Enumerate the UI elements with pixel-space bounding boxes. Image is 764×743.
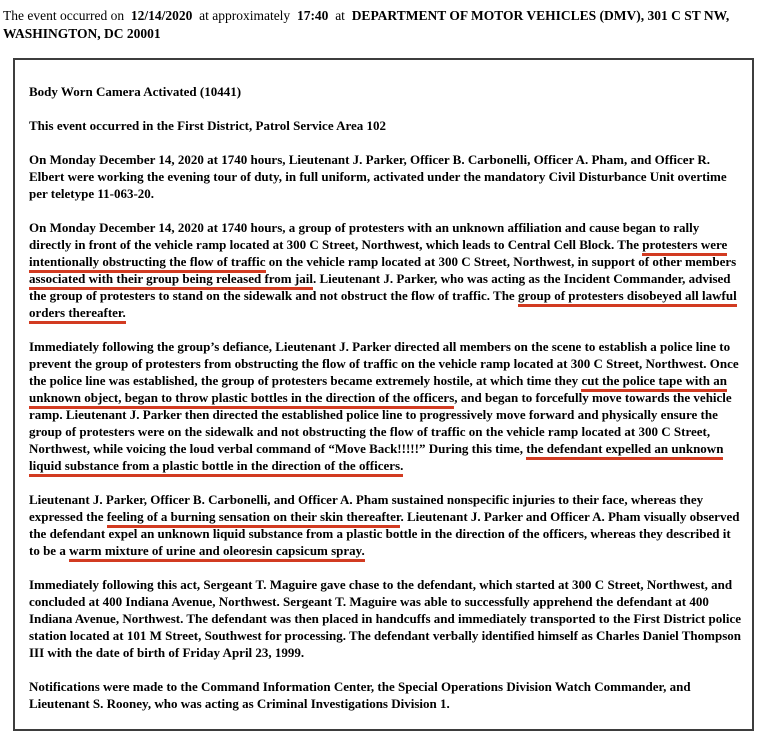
report-paragraph: [29, 338, 742, 474]
underlined-phrase: feeling of a burning sensation on their skin thereafter: [107, 509, 401, 528]
underlined-phrase: protesters were intentionally obstructing the flow of traffic: [29, 237, 727, 273]
header-label: The event occurred on: [3, 8, 131, 23]
header-label: at approximately: [192, 8, 297, 23]
text-run: Body Worn Camera Activated (10441): [29, 84, 242, 99]
underlined-phrase: cut the police tape with an unknown object, began to throw plastic bottles in the direction of the officers: [29, 373, 727, 409]
underlined-phrase: group of protesters disobeyed all lawful orders thereafter.: [29, 288, 737, 324]
report-paragraph: [29, 219, 742, 321]
header-label: at: [328, 8, 352, 23]
text-run: On Monday December 14, 2020 at 1740 hours, a group of protesters with an unknown affiliation and cause began to rally directly in front of the vehicle ramp located at 300 C Street, Northwest, which leads to Central Cell Block. The: [29, 220, 700, 252]
report-paragraph: [29, 83, 742, 100]
text-run: , and began to forcefully move towards the vehicle ramp. Lieutenant J. Parker then directed the established police line to progressively move forward and physically ensure the group of protesters were on the sidewalk and not obstructing the flow of traffic on the vehicle ramp located at 300 C Street, Northwest, while voicing the loud verbal command of “Move Back!!!!!” During this time,: [29, 390, 732, 456]
report-paragraph: [29, 576, 742, 661]
report-paragraph: [29, 117, 742, 134]
header-value: DEPARTMENT OF MOTOR VEHICLES (DMV), 301 C ST NW, WASHINGTON, DC 20001: [3, 8, 733, 41]
underlined-phrase: warm mixture of urine and oleoresin capsicum spray.: [69, 543, 365, 562]
text-run: on the vehicle ramp located at 300 C Street, Northwest, in support of other members: [265, 254, 737, 269]
text-run: Immediately following this act, Sergeant T. Maguire gave chase to the defendant, which started at 300 C Street, Northwest, and concluded at 400 Indiana Avenue, Northwest. Sergeant T. Maguire was able to successfully apprehend the defendant at 400 Indiana Avenue, Northwest. The defendant was then placed in handcuffs and immediately transported to the First District police station located at 101 M Street, Southwest for processing. The defendant verbally identified himself as Charles Daniel Thompson III with the date of birth of Friday April 23, 1999.: [29, 577, 742, 660]
report-body: [29, 83, 742, 712]
text-run: Notifications were made to the Command Information Center, the Special Operations Division Watch Commander, and Lieutenant S. Rooney, who was acting as Criminal Investigations Division 1.: [29, 679, 691, 711]
text-run: . Lieutenant J. Parker and Officer A. Pham visually observed the defendant expel an unknown liquid substance from a plastic bottle in the direction of the officers, whereas they described it to be a: [29, 509, 740, 558]
text-run: This event occurred in the First District, Patrol Service Area 102: [29, 118, 387, 133]
report-paragraph: [29, 491, 742, 559]
report-narrative-box: [13, 58, 754, 731]
incident-header: [0, 0, 764, 43]
underlined-phrase: associated with their group being released from jail: [29, 271, 313, 290]
report-paragraph: [29, 151, 742, 202]
underlined-phrase: the defendant expelled an unknown liquid substance from a plastic bottle in the direction of the officers.: [29, 441, 723, 477]
header-value: 12/14/2020: [130, 8, 193, 23]
text-run: On Monday December 14, 2020 at 1740 hours, Lieutenant J. Parker, Officer B. Carbonelli, Officer A. Pham, and Officer R. Elbert were working the evening tour of duty, in full uniform, activated under the mandatory Civil Disturbance Unit overtime per teletype 11-063-20.: [29, 152, 727, 201]
text-run: . Lieutenant J. Parker, who was acting as the Incident Commander, advised the group of protesters to stand on the sidewalk and not obstruct the flow of traffic. The: [29, 271, 731, 303]
text-run: Lieutenant J. Parker, Officer B. Carbonelli, and Officer A. Pham sustained nonspecific injuries to their face, whereas they expressed the: [29, 492, 704, 524]
header-value: 17:40: [296, 8, 329, 23]
report-paragraph: [29, 678, 742, 712]
text-run: Immediately following the group’s defiance, Lieutenant J. Parker directed all members on the scene to establish a police line to prevent the group of protesters from obstructing the flow of traffic on the vehicle ramp located at 300 C Street, Northwest. Once the police line was established, the group of protesters became extremely hostile, at which time they: [29, 339, 739, 388]
